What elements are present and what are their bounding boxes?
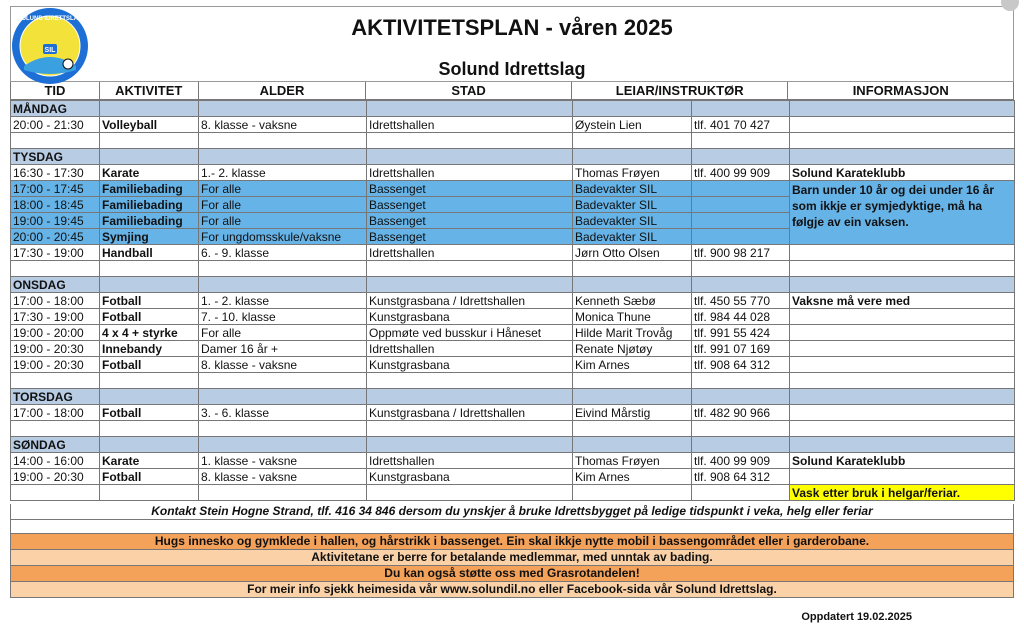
cell-tid: 20:00 - 20:45: [11, 229, 100, 245]
day-label: MÅNDAG: [11, 101, 100, 117]
cell-stad: Idrettshallen: [367, 341, 573, 357]
cell-info: [790, 309, 1015, 325]
cell-aktivitet: Volleyball: [100, 117, 199, 133]
cell-leiar: Hilde Marit Trovåg: [573, 325, 692, 341]
cell-aktivitet: Familiebading: [100, 181, 199, 197]
cell-tlf: tlf. 984 44 028: [692, 309, 790, 325]
col-header-alder: ALDER: [199, 82, 367, 99]
cell-leiar: Monica Thune: [573, 309, 692, 325]
cell-aktivitet: Karate: [100, 453, 199, 469]
cell-tlf: tlf. 908 64 312: [692, 469, 790, 485]
activity-table: [10, 100, 1015, 501]
cell-aktivitet: Fotball: [100, 469, 199, 485]
club-logo: [10, 6, 90, 86]
cell-tlf: tlf. 991 07 169: [692, 341, 790, 357]
cell-tlf: tlf. 991 55 424: [692, 325, 790, 341]
cell-stad: Oppmøte ved busskur i Håneset: [367, 325, 573, 341]
cell-aktivitet: Symjing: [100, 229, 199, 245]
cell-tid: 17:00 - 18:00: [11, 293, 100, 309]
cell-alder: 6. - 9. klasse: [199, 245, 367, 261]
day-label: SØNDAG: [11, 437, 100, 453]
col-header-stad: STAD: [366, 82, 572, 99]
day-header-onsdag: [11, 277, 1015, 293]
empty-row: [11, 421, 1015, 437]
cell-stad: Bassenget: [367, 181, 573, 197]
empty-row: [11, 261, 1015, 277]
table-row: [11, 325, 1015, 341]
cell-aktivitet: Innebandy: [100, 341, 199, 357]
empty-row: [11, 133, 1015, 149]
cell-tid: 14:00 - 16:00: [11, 453, 100, 469]
cell-aktivitet: Fotball: [100, 293, 199, 309]
cell-tid: 16:30 - 17:30: [11, 165, 100, 181]
cell-tlf: tlf. 401 70 427: [692, 117, 790, 133]
day-header-torsdag: [11, 389, 1015, 405]
table-row: [11, 117, 1015, 133]
cell-stad: Kunstgrasbana: [367, 357, 573, 373]
cell-aktivitet: Fotball: [100, 309, 199, 325]
day-header-sondag: [11, 437, 1015, 453]
cell-alder: For alle: [199, 197, 367, 213]
cell-leiar: Thomas Frøyen: [573, 165, 692, 181]
cell-tlf: tlf. 900 98 217: [692, 245, 790, 261]
cell-leiar: Thomas Frøyen: [573, 453, 692, 469]
cell-tid: 17:00 - 17:45: [11, 181, 100, 197]
cell-aktivitet: Familiebading: [100, 197, 199, 213]
table-row: [11, 309, 1015, 325]
cell-leiar: Renate Njøtøy: [573, 341, 692, 357]
note-grasrot: Du kan også støtte oss med Grasrotandelen!: [10, 566, 1014, 582]
cell-leiar: Kim Arnes: [573, 357, 692, 373]
cell-tid: 19:00 - 20:00: [11, 325, 100, 341]
note-members: Aktivitetane er berre for betalande medlemmar, med unntak av bading.: [10, 550, 1014, 566]
cell-stad: Kunstgrasbana / Idrettshallen: [367, 405, 573, 421]
table-row: [11, 181, 1015, 197]
bading-info: Barn under 10 år og dei under 16 år som ikkje er symjedyktige, må ha følgje av ein vaksen.: [790, 181, 1015, 245]
cell-tid: 19:00 - 20:30: [11, 357, 100, 373]
cell-aktivitet: Fotball: [100, 357, 199, 373]
day-label: TYSDAG: [11, 149, 100, 165]
cell-alder: 8. klasse - vaksne: [199, 117, 367, 133]
cell-aktivitet: Fotball: [100, 405, 199, 421]
cell-info: [790, 325, 1015, 341]
cell-leiar: Badevakter SIL: [573, 181, 692, 197]
note-website: For meir info sjekk heimesida vår www.solundil.no eller Facebook-sida vår Solund Idrettslag.: [10, 582, 1014, 598]
day-label: TORSDAG: [11, 389, 100, 405]
cell-tlf: [692, 197, 790, 213]
cell-tid: 20:00 - 21:30: [11, 117, 100, 133]
title-box: [10, 6, 1014, 82]
cell-alder: 7. - 10. klasse: [199, 309, 367, 325]
cell-info: Vaksne må vere med: [790, 293, 1015, 309]
cell-leiar: Kenneth Sæbø: [573, 293, 692, 309]
cell-tlf: tlf. 450 55 770: [692, 293, 790, 309]
cell-alder: For alle: [199, 325, 367, 341]
cell-leiar: Badevakter SIL: [573, 229, 692, 245]
cell-tid: 19:00 - 20:30: [11, 469, 100, 485]
cell-alder: Damer 16 år +: [199, 341, 367, 357]
cell-alder: 8. klasse - vaksne: [199, 469, 367, 485]
cell-leiar: Eivind Mårstig: [573, 405, 692, 421]
note-rules: Hugs innesko og gymklede i hallen, og hårstrikk i bassenget. Ein skal ikkje nytte mobil i bassengområdet eller i garderobane.: [10, 534, 1014, 550]
cell-stad: Kunstgrasbana: [367, 309, 573, 325]
cell-info: [790, 341, 1015, 357]
contact-note: Kontakt Stein Hogne Strand, tlf. 416 34 846 dersom du ynskjer å bruke Idrettsbygget på ledige tidspunkt i veka, helg eller feriar: [10, 504, 1014, 520]
column-header-row: [10, 82, 1014, 100]
cell-leiar: Jørn Otto Olsen: [573, 245, 692, 261]
notes-block: [10, 534, 1014, 598]
cell-tlf: [692, 213, 790, 229]
cell-tlf: tlf. 482 90 966: [692, 405, 790, 421]
cell-alder: For alle: [199, 181, 367, 197]
cell-aktivitet: 4 x 4 + styrke: [100, 325, 199, 341]
table-row: [11, 245, 1015, 261]
cell-info: Solund Karateklubb: [790, 165, 1015, 181]
cell-stad: Kunstgrasbana / Idrettshallen: [367, 293, 573, 309]
table-row: [11, 293, 1015, 309]
cell-alder: 1.- 2. klasse: [199, 165, 367, 181]
cell-stad: Idrettshallen: [367, 117, 573, 133]
cell-info: [790, 469, 1015, 485]
cell-alder: For ungdomsskule/vaksne: [199, 229, 367, 245]
cleaning-note: Vask etter bruk i helgar/feriar.: [790, 485, 1015, 501]
table-row: [11, 341, 1015, 357]
spacer-row: [10, 520, 1014, 534]
table-row: [11, 405, 1015, 421]
page-title: AKTIVITETSPLAN - våren 2025: [351, 15, 673, 40]
col-header-aktivitet: AKTIVITET: [100, 82, 199, 99]
cell-tid: 17:30 - 19:00: [11, 245, 100, 261]
cell-stad: Bassenget: [367, 213, 573, 229]
table-row: [11, 469, 1015, 485]
cell-stad: Idrettshallen: [367, 165, 573, 181]
cell-alder: 1. - 2. klasse: [199, 293, 367, 309]
col-header-informasjon: INFORMASJON: [852, 83, 949, 98]
cell-stad: Idrettshallen: [367, 245, 573, 261]
cell-tlf: tlf. 400 99 909: [692, 165, 790, 181]
cell-aktivitet: Familiebading: [100, 213, 199, 229]
cell-tlf: tlf. 400 99 909: [692, 453, 790, 469]
cell-tid: 18:00 - 18:45: [11, 197, 100, 213]
cell-info: [790, 245, 1015, 261]
cell-aktivitet: Karate: [100, 165, 199, 181]
cell-info: Solund Karateklubb: [790, 453, 1015, 469]
updated-date: Oppdatert 19.02.2025: [801, 611, 912, 623]
col-header-tid: TID: [11, 82, 100, 99]
day-header-tysdag: [11, 149, 1015, 165]
cell-leiar: Kim Arnes: [573, 469, 692, 485]
cell-alder: 1. klasse - vaksne: [199, 453, 367, 469]
cell-stad: Idrettshallen: [367, 453, 573, 469]
cell-stad: Kunstgrasbana: [367, 469, 573, 485]
cell-alder: For alle: [199, 213, 367, 229]
cell-tid: 17:00 - 18:00: [11, 405, 100, 421]
cell-leiar: Øystein Lien: [573, 117, 692, 133]
cell-info: [790, 405, 1015, 421]
cell-tlf: tlf. 908 64 312: [692, 357, 790, 373]
cell-tid: 17:30 - 19:00: [11, 309, 100, 325]
cell-tid: 19:00 - 20:30: [11, 341, 100, 357]
table-row: [11, 485, 1015, 501]
day-label: ONSDAG: [11, 277, 100, 293]
corner-icon: [984, 0, 1024, 14]
empty-row: [11, 373, 1015, 389]
cell-aktivitet: Handball: [100, 245, 199, 261]
cell-leiar: Badevakter SIL: [573, 213, 692, 229]
cell-tlf: [692, 229, 790, 245]
cell-stad: Bassenget: [367, 229, 573, 245]
cell-info: [790, 357, 1015, 373]
cell-alder: 3. - 6. klasse: [199, 405, 367, 421]
cell-stad: Bassenget: [367, 197, 573, 213]
day-header-mandag: [11, 101, 1015, 117]
logo-ring-text: SOLUND IDRETTSLAG: [17, 16, 83, 22]
cell-tid: 19:00 - 19:45: [11, 213, 100, 229]
cell-leiar: Badevakter SIL: [573, 197, 692, 213]
club-name: Solund Idrettslag: [438, 59, 586, 79]
col-header-leiar: LEIAR/INSTRUKTØR: [572, 82, 789, 99]
table-row: [11, 165, 1015, 181]
table-row: [11, 453, 1015, 469]
cell-tlf: [692, 181, 790, 197]
cell-info: [790, 117, 1015, 133]
cell-alder: 8. klasse - vaksne: [199, 357, 367, 373]
logo-badge-text: SIL: [44, 47, 56, 54]
table-row: [11, 357, 1015, 373]
